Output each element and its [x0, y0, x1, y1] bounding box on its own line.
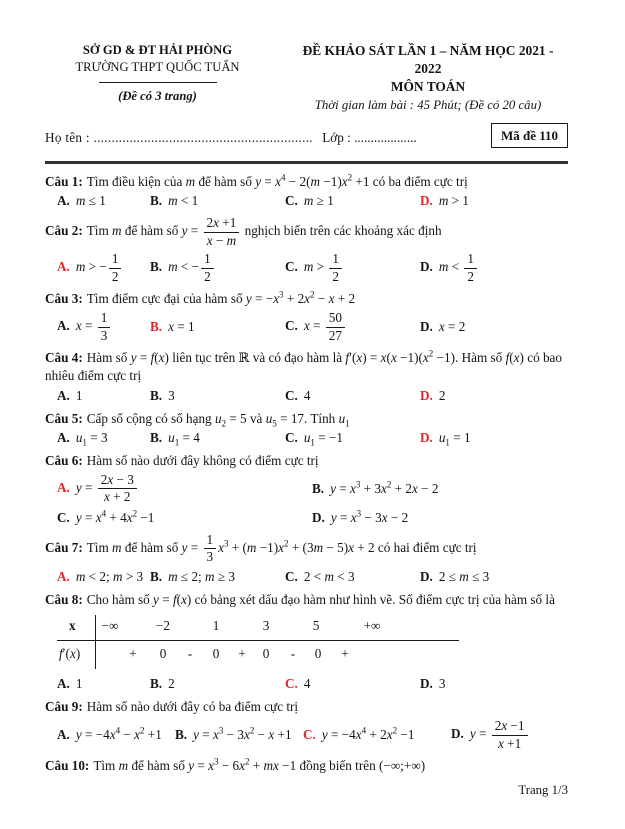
header-school-block — [45, 42, 270, 115]
option-text: m < 2; m > 3 — [75, 568, 144, 584]
option-text: $u_1 = -1$ — [303, 430, 343, 448]
table-sign: 0 — [262, 646, 270, 662]
option-letter: B. — [150, 430, 163, 446]
option — [285, 387, 420, 405]
question-1 — [45, 173, 568, 211]
option — [420, 251, 568, 285]
question-text: Hàm số y = f(x) liên tục trên ℝ và có đạo hàm là $f'(x) = x(x -1)(x^2 -1)$. Hàm số f(x) có bao nhiêu điểm cực trị — [45, 348, 563, 383]
option-letter: B. — [150, 568, 163, 584]
table-vertical-rule — [95, 615, 96, 669]
option — [285, 310, 420, 344]
option-letter: D. — [420, 676, 433, 692]
question-label: Câu 3: — [45, 291, 83, 307]
option-letter: C. — [285, 193, 298, 209]
page-number: Trang 1/3 — [518, 782, 568, 797]
option-text: m < 1 — [168, 193, 199, 209]
option — [285, 568, 420, 586]
question-label: Câu 10: — [45, 758, 90, 774]
option — [420, 387, 568, 405]
option-letter: B. — [150, 259, 163, 275]
option-letter: D. — [312, 509, 325, 525]
question-label: Câu 4: — [45, 350, 83, 366]
option-letter: A. — [57, 318, 70, 334]
option-text: 2 ≤ m ≤ 3 — [438, 568, 490, 584]
option-letter: A. — [57, 727, 70, 743]
class-field: Lớp : ................... — [322, 129, 417, 145]
question-5 — [45, 410, 568, 448]
option-letter: A. — [57, 676, 70, 692]
option-text: m ≤ 2; m ≥ 3 — [168, 568, 235, 584]
option-letter: C. — [303, 727, 316, 743]
option-letter: A. — [57, 568, 70, 584]
question-label: Câu 5: — [45, 410, 83, 426]
option — [150, 251, 285, 285]
option-text: 4 — [303, 387, 311, 403]
option — [57, 726, 175, 744]
question-4 — [45, 349, 568, 404]
option — [420, 429, 568, 447]
duration-note: Thời gian làm bài : 45 Phút; (Đề có 20 câu) — [314, 98, 542, 113]
option — [420, 192, 568, 210]
option-text: 3 — [438, 676, 446, 692]
question-text: Hàm số nào dưới đây có ba điểm cực trị — [86, 699, 299, 715]
option-text: 2 — [438, 387, 446, 403]
option — [150, 387, 285, 405]
table-sign: + — [341, 646, 349, 662]
options-row — [45, 251, 568, 285]
question-text: Tìm m để hàm số y = $\frac{1}{3}$ $x^3 + (m -1)x^2 + (3m - 5)x + 2$ có hai điểm cực trị — [86, 531, 477, 565]
table-x-value: 5 — [312, 618, 320, 634]
question-label: Câu 1: — [45, 173, 83, 189]
department-name: SỞ GD & ĐT HẢI PHÒNG — [82, 43, 233, 57]
option — [150, 675, 285, 693]
option-text: $u_1 = 3$ — [75, 430, 108, 448]
question-text: Tìm m để hàm số $y = x^3 - 6x^2$ + mx −1 đồng biến trên (−∞;+∞) — [93, 756, 426, 774]
option — [285, 429, 420, 447]
student-info-row — [45, 129, 568, 159]
option-text: m > 1 — [438, 193, 469, 209]
option-text: $u_1 = 4$ — [168, 430, 200, 448]
option-letter: B. — [150, 676, 163, 692]
option-letter: C. — [285, 676, 298, 692]
option — [420, 318, 568, 336]
question-7 — [45, 532, 568, 586]
question-label: Câu 7: — [45, 539, 83, 555]
table-horizontal-rule — [57, 640, 459, 641]
option-text: 1 — [75, 387, 83, 403]
option — [57, 472, 312, 506]
header — [45, 42, 568, 115]
option-letter: D. — [420, 259, 433, 275]
table-x-value: −∞ — [101, 618, 119, 634]
option-text: y = $\frac{2x -1}{x +1}$ — [470, 726, 530, 741]
option-letter: B. — [150, 319, 163, 335]
option — [57, 675, 150, 693]
question-text: Cấp số cộng có số hạng $u_2 = 5$ và $u_5 = 17$. Tính $u_1$ — [86, 410, 350, 429]
question-text: Tìm điểm cực đại của hàm số $y = -x^3 + 2x^2 - x + 2$ — [86, 289, 356, 307]
derivative-sign-table — [57, 613, 459, 671]
option — [175, 726, 303, 744]
question-3 — [45, 290, 568, 344]
option-text: 4 — [303, 676, 311, 692]
option-text: m > − $\frac{1}{2}$ — [76, 259, 124, 274]
exam-title: ĐỀ KHẢO SÁT LẦN 1 – NĂM HỌC 2021 - 2022 — [302, 43, 554, 77]
option — [312, 509, 568, 527]
option — [57, 251, 150, 285]
option-letter: B. — [150, 387, 163, 403]
option-letter: A. — [57, 430, 70, 446]
question-2 — [45, 215, 568, 285]
option-letter: C. — [285, 259, 298, 275]
option-letter: C. — [285, 387, 298, 403]
option-text: m < − $\frac{1}{2}$ — [168, 259, 216, 274]
name-field: Họ tên : ............................................................. — [45, 129, 313, 145]
option-letter: A. — [57, 387, 70, 403]
subject-title: MÔN TOÁN — [390, 79, 466, 95]
option-letter: A. — [57, 193, 70, 209]
option-letter: A. — [57, 480, 70, 495]
question-10 — [45, 757, 568, 775]
option — [285, 251, 420, 285]
question-9 — [45, 698, 568, 752]
option-text: $y = x^3 + 3x^2 + 2x - 2$ — [330, 479, 439, 497]
table-sign: - — [187, 646, 193, 662]
option — [285, 192, 420, 210]
option-text: 2 — [168, 676, 175, 692]
options-grid — [45, 472, 568, 527]
option — [57, 387, 150, 405]
option-text: $y = x^4 + 4x^2 -1$ — [75, 508, 155, 525]
table-sign: + — [238, 646, 246, 662]
question-label: Câu 2: — [45, 223, 83, 239]
option-letter: B. — [175, 727, 188, 743]
table-fprime-label: f′(x) — [59, 646, 81, 662]
table-sign: 0 — [314, 646, 322, 662]
option-text: m ≤ 1 — [75, 193, 106, 209]
options-row — [45, 192, 568, 210]
option-text: m > $\frac{1}{2}$ — [304, 259, 344, 274]
option-text: $u_1 = 1$ — [438, 430, 471, 448]
option — [57, 429, 150, 447]
table-sign: - — [290, 646, 296, 662]
table-x-value: +∞ — [363, 618, 381, 634]
option — [57, 509, 312, 527]
option-letter: D. — [420, 568, 433, 584]
option — [420, 675, 568, 693]
option — [150, 192, 285, 210]
table-x-value: −2 — [155, 618, 171, 634]
option — [150, 318, 285, 336]
option-letter: D. — [420, 193, 433, 209]
option — [57, 568, 150, 586]
page-count-note: (Đề có 3 trang) — [118, 89, 197, 103]
option-text: m ≥ 1 — [303, 193, 334, 209]
table-x-value: 1 — [212, 618, 220, 634]
options-row — [45, 568, 568, 586]
question-6 — [45, 452, 568, 527]
question-list — [45, 173, 568, 775]
table-x-value: 3 — [262, 618, 270, 634]
option-letter: B. — [312, 481, 325, 497]
option-text: $y = -4x^4 - x^2 +1$ — [75, 725, 162, 743]
question-text: Tìm điều kiện của m để hàm số $y = x^4 - 2(m -1)x^2 +1$ có ba điểm cực trị — [86, 172, 468, 189]
option — [420, 568, 568, 586]
option-letter: A. — [57, 259, 70, 275]
option-letter: C. — [285, 430, 298, 446]
option-text: x = 1 — [168, 319, 195, 335]
option-letter: D. — [420, 387, 433, 403]
header-title-block — [270, 42, 568, 115]
question-label: Câu 8: — [45, 591, 83, 607]
question-text: Cho hàm số y = f(x) có bảng xét dấu đạo hàm như hình vẽ. Số điểm cực trị của hàm số là — [86, 591, 555, 607]
table-x-label: x — [69, 618, 76, 634]
question-label: Câu 9: — [45, 699, 83, 715]
option-text: x = $\frac{50}{27}$ — [304, 318, 347, 333]
exam-code-box: Mã đề 110 — [491, 123, 568, 149]
question-text: Hàm số nào dưới đây không có điểm cực trị — [86, 453, 319, 469]
options-row — [45, 387, 568, 405]
option-letter: D. — [420, 319, 433, 335]
option-text: m < $\frac{1}{2}$ — [439, 259, 479, 274]
option-letter: C. — [285, 568, 298, 584]
option-text: $y = x^3 - 3x^2 - x +1$ — [193, 725, 292, 743]
question-text: Tìm m để hàm số y = $\frac{2x +1}{x - m}$ nghịch biến trên các khoảng xác định — [86, 215, 442, 248]
option-text: x = 2 — [438, 319, 466, 335]
option-text: 1 — [75, 676, 83, 692]
option — [285, 675, 420, 693]
option — [57, 310, 150, 344]
option-text: 3 — [168, 387, 175, 403]
table-sign: + — [129, 646, 137, 662]
question-label: Câu 6: — [45, 453, 83, 469]
option — [451, 718, 568, 752]
school-name: TRƯỜNG THPT QUỐC TUẤN — [75, 60, 240, 74]
table-sign: 0 — [159, 646, 167, 662]
option-letter: C. — [57, 509, 70, 525]
option-letter: B. — [150, 193, 163, 209]
option-text: y = $\frac{2x - 3}{x + 2}$ — [76, 480, 139, 495]
option-letter: C. — [285, 318, 298, 334]
option-letter: D. — [451, 726, 464, 742]
options-row — [45, 675, 568, 693]
option-text: $y = -4x^4 + 2x^2 -1$ — [321, 725, 415, 743]
option — [150, 429, 285, 447]
question-8 — [45, 591, 568, 694]
option-text: 2 < m < 3 — [303, 568, 355, 584]
option-letter: D. — [420, 430, 433, 446]
option — [312, 480, 568, 498]
option — [57, 192, 150, 210]
option-text: $y = x^3 - 3x - 2$ — [330, 508, 409, 525]
header-divider — [99, 82, 217, 83]
options-row — [45, 718, 568, 752]
header-separator — [45, 161, 568, 164]
option — [150, 568, 285, 586]
table-sign: 0 — [212, 646, 220, 662]
options-row — [45, 310, 568, 344]
option — [303, 726, 451, 744]
options-row — [45, 429, 568, 447]
option-text: x = $\frac{1}{3}$ — [76, 318, 112, 333]
